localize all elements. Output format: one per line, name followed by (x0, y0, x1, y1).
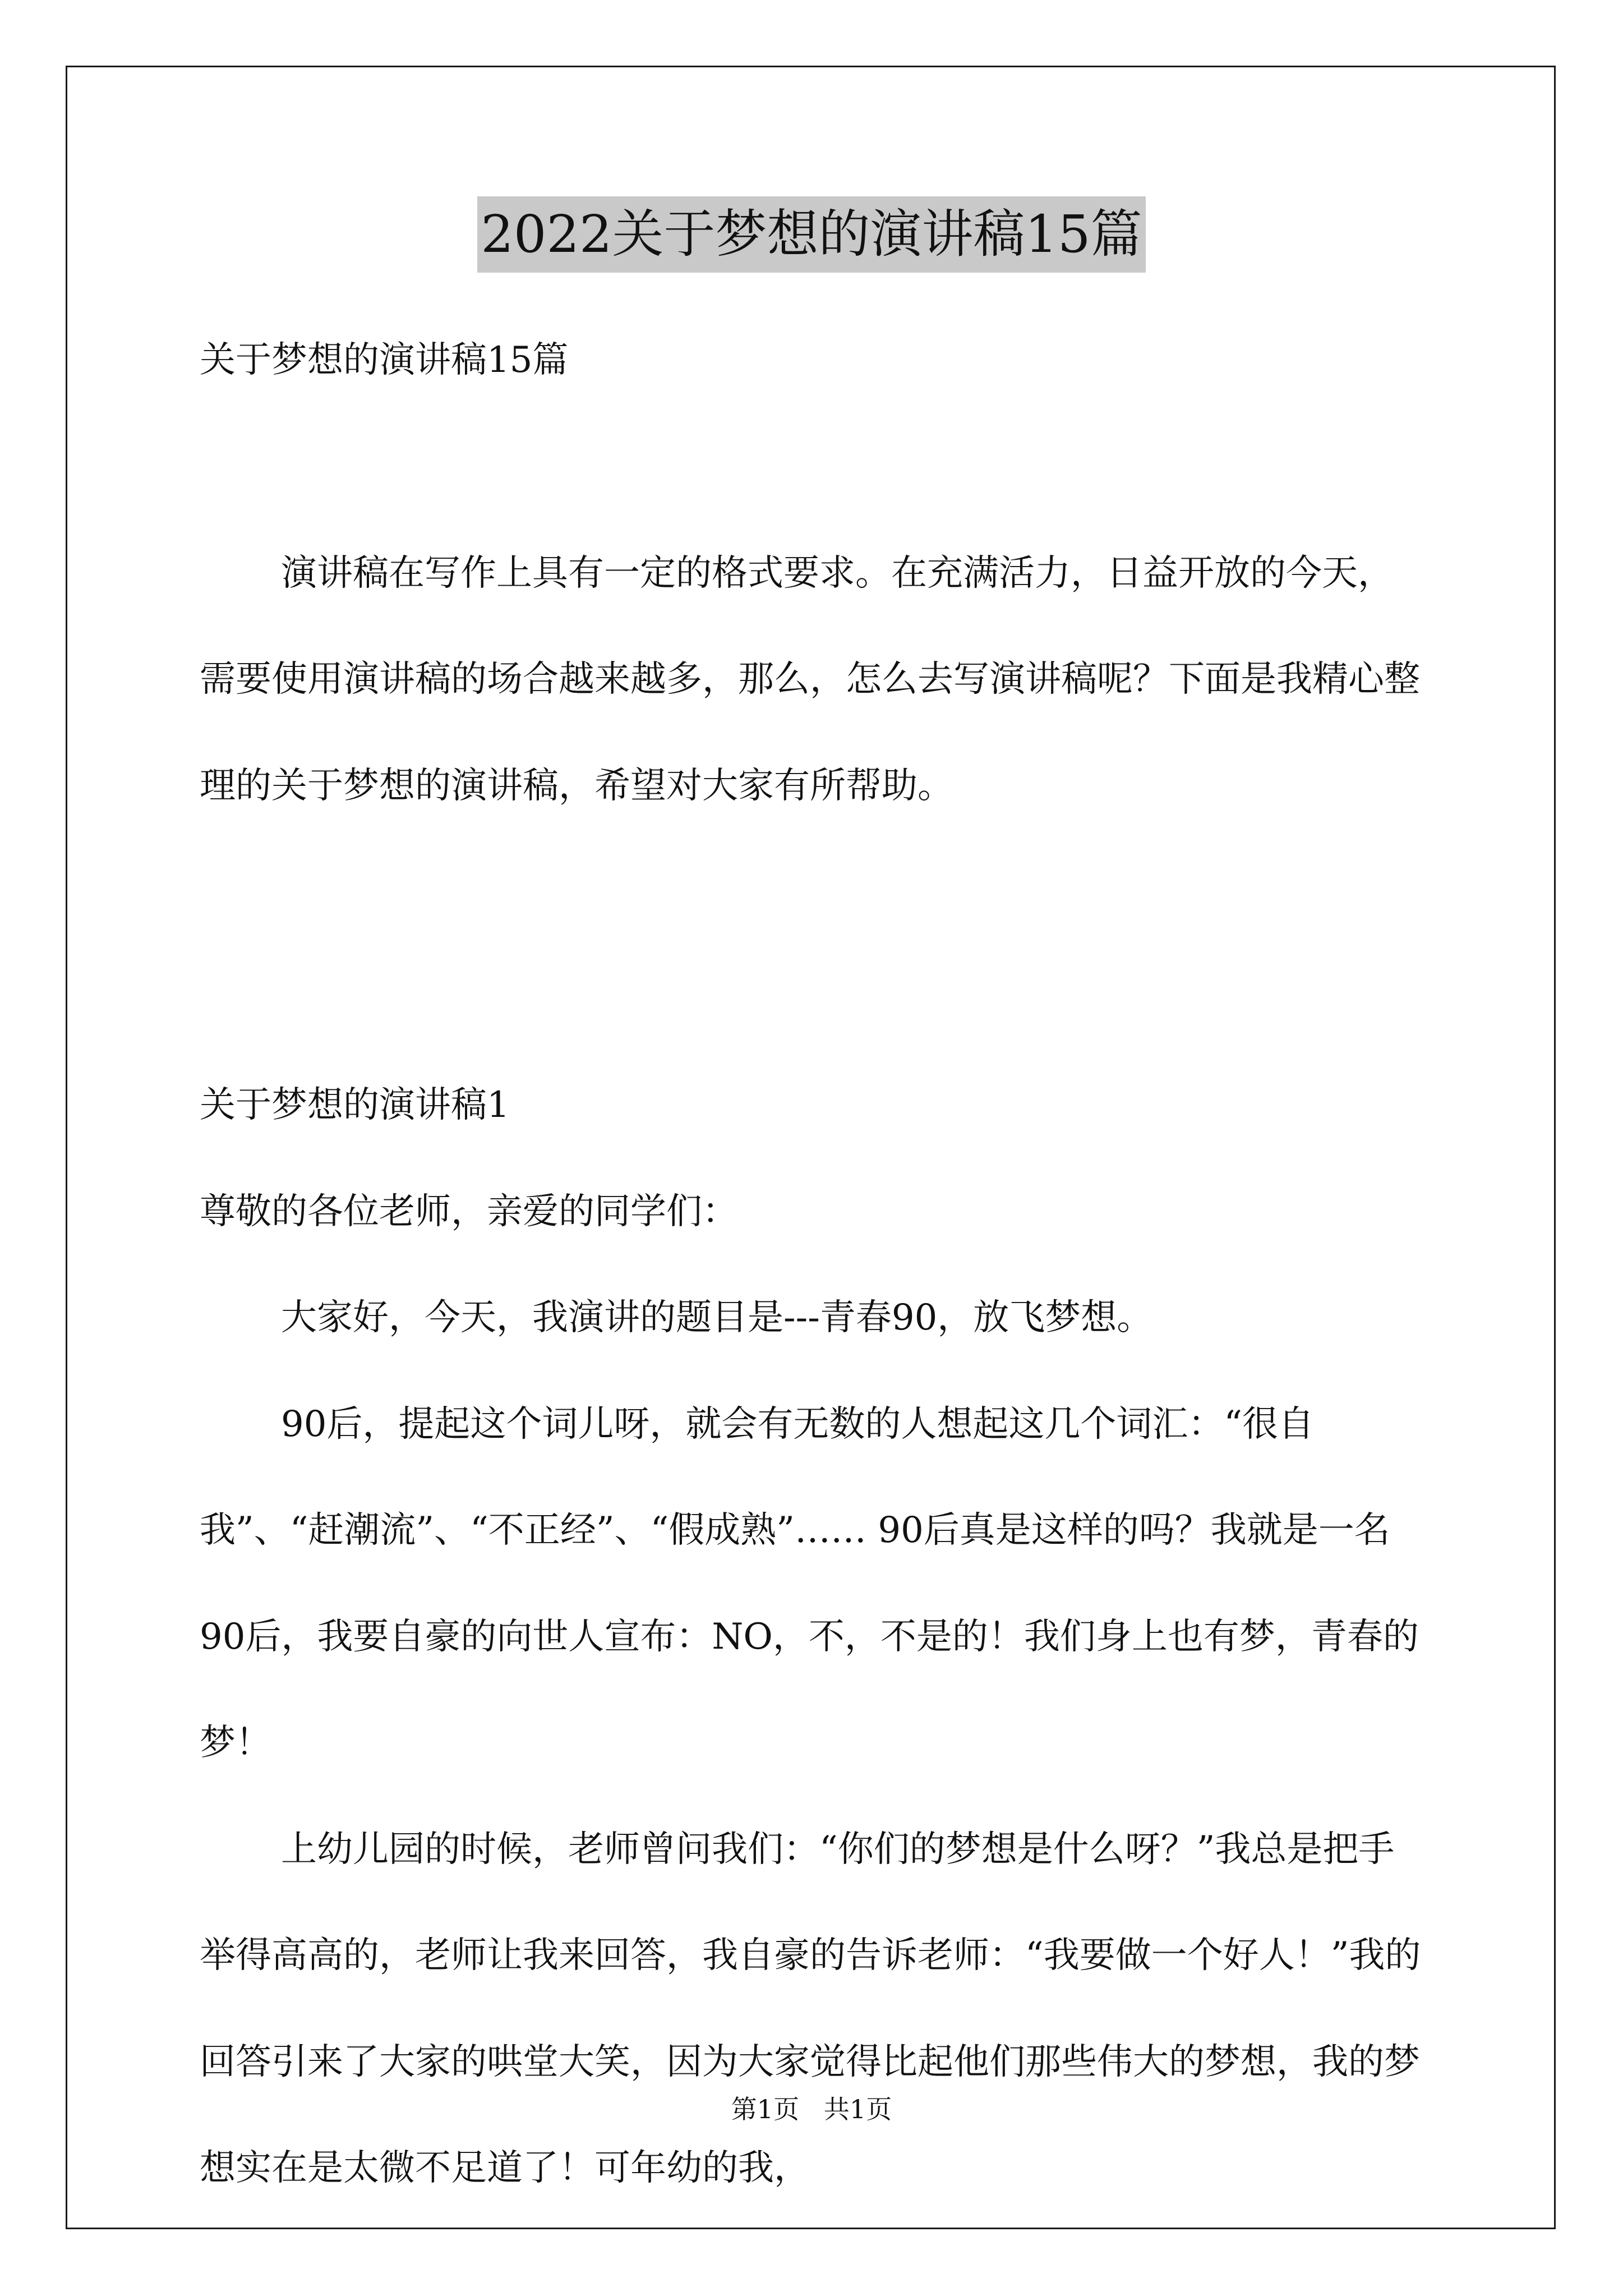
spacer (200, 946, 1425, 1052)
document-subtitle: 关于梦想的演讲稿15篇 (200, 339, 569, 381)
spacer (200, 839, 1425, 946)
title-container (0, 196, 1623, 273)
document-body (200, 307, 1425, 2222)
body-paragraph: 上幼儿园的时候，老师曾问我们：“你们的梦想是什么呀？”我总是把手举得高高的，老师让我来回答，我自豪的告诉老师：“我要做一个好人！”我的回答引来了大家的哄堂大笑，因为大家觉得比起他们那些伟大的梦想，我的梦想实在是太微不足道了！可年幼的我， (200, 1828, 1421, 2189)
body-paragraph: 90后，提起这个词儿呀，就会有无数的人想起这几个词汇：“很自我”、“赶潮流”、“不正经”、“假成熟”…… 90后真是这样的吗？我就是一名90后，我要自豪的向世人宣布：NO，不，不是的！我们身上也有梦，青春的梦！ (200, 1403, 1419, 1764)
body-paragraph: 大家好，今天，我演讲的题目是---青春90，放飞梦想。 (281, 1297, 1153, 1338)
section-heading: 关于梦想的演讲稿1 (200, 1084, 510, 1126)
spacer (200, 414, 1425, 521)
salutation: 尊敬的各位老师，亲爱的同学们： (200, 1190, 738, 1232)
document-title: 2022关于梦想的演讲稿15篇 (477, 196, 1145, 273)
intro-paragraph: 演讲稿在写作上具有一定的格式要求。在充满活力，日益开放的今天，需要使用演讲稿的场合越来越多，那么，怎么去写演讲稿呢？下面是我精心整理的关于梦想的演讲稿，希望对大家有所帮助。 (200, 552, 1420, 807)
page-number: 第1页 共1页 (731, 2094, 892, 2124)
